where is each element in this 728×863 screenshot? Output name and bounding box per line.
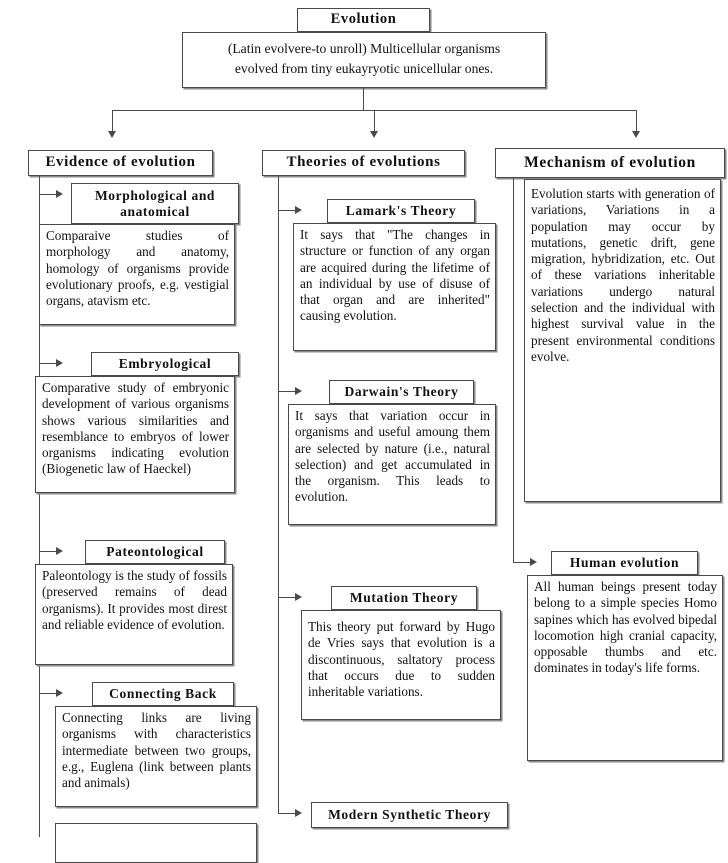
item-header-lamark xyxy=(327,199,475,223)
arrow-down-icon-theories xyxy=(370,131,378,138)
arrow-right-icon-evidence-1 xyxy=(56,190,63,198)
column-header-evidence xyxy=(28,150,213,176)
item-body-embryological xyxy=(35,376,235,493)
stub-theories-2 xyxy=(278,391,296,392)
stub-evidence-3 xyxy=(39,551,57,552)
item-body-evidence-next-partial xyxy=(55,823,257,863)
branch-line-mechanism xyxy=(636,110,637,132)
item-body-lamark-text: It says that "The changes in structure or function of any organ are acquired during the lifetime of an individual by use of disuse of that organ and are inherited" causing evolution. xyxy=(300,227,490,324)
item-header-modern-synthetic-label: Modern Synthetic Theory xyxy=(328,807,491,823)
branch-line-theories xyxy=(374,110,375,132)
item-header-embryological-label: Embryological xyxy=(118,356,212,372)
item-header-darwin xyxy=(329,380,474,404)
definition-line-2: evolved from tiny eukayryotic unicellular ones. xyxy=(234,60,494,76)
definition-line-1: (Latin evolvere-to unroll) Multicellular organisms xyxy=(227,41,501,56)
arrow-right-icon-mechanism-2 xyxy=(530,558,537,566)
arrow-right-icon-evidence-3 xyxy=(56,547,63,555)
stub-evidence-2 xyxy=(39,363,57,364)
column-header-mechanism-label: Mechanism of evolution xyxy=(524,153,696,171)
item-body-human-evolution-text: All human beings present today belong to a simple species Homo sapines which has evolved bipedal locomotion high cranial capacity, opposable thumbs and etc. dominates in today's life forms. xyxy=(534,579,717,676)
stub-theories-3 xyxy=(278,597,296,598)
item-header-lamark-label: Lamark's Theory xyxy=(345,203,457,219)
arrow-right-icon-theories-3 xyxy=(295,593,302,601)
trunk-vertical-line xyxy=(363,88,364,110)
title-box xyxy=(297,8,430,32)
arrow-down-icon-evidence xyxy=(108,131,116,138)
spine-theories xyxy=(278,176,279,813)
item-body-darwin xyxy=(288,404,496,525)
spine-mechanism xyxy=(513,178,514,562)
item-header-paleontological-label: Pateontological xyxy=(106,544,204,560)
item-header-human-evolution-label: Human evolution xyxy=(569,555,680,571)
stub-theories-1 xyxy=(278,210,296,211)
item-header-morphological xyxy=(71,183,239,224)
item-header-embryological xyxy=(91,352,239,376)
item-body-embryological-text: Comparative study of embryonic development of various organisms shows various similarities and resemblance to embryos of lower organisms indicating evolution (Biogenetic law of Haeckel) xyxy=(42,380,229,477)
column-header-theories xyxy=(262,150,465,176)
arrow-right-icon-theories-1 xyxy=(295,206,302,214)
column-header-mechanism xyxy=(495,148,725,178)
stub-evidence-4 xyxy=(39,693,57,694)
item-body-paleontological-text: Paleontology is the study of fossils (preserved remains of dead organisms). It provides most direst and reliable evidence of evolution. xyxy=(42,568,227,632)
definition-box xyxy=(182,32,546,88)
item-body-morphological-text: Comparaive studies of morphology and anatomy, homology of organisms provide evolutionary proofs, e.g. vestigial organs, atavism etc. xyxy=(46,228,229,309)
item-body-human-evolution xyxy=(527,575,723,761)
arrow-right-icon-evidence-2 xyxy=(56,359,63,367)
item-body-mechanism-text: Evolution starts with generation of variations, Variations in a population may occur by mutations, genetic drift, gene migration, hybridization, etc. Out of these variations inheritable variations undergo natural selection and the individual with highest survival value in the present environmental conditions evolve. xyxy=(531,186,715,364)
stub-evidence-1 xyxy=(39,194,57,195)
stub-mechanism-2 xyxy=(513,562,531,563)
stub-theories-4 xyxy=(278,813,296,814)
branch-line-evidence xyxy=(112,110,113,132)
item-header-mutation xyxy=(331,586,477,610)
column-header-theories-label: Theories of evolutions xyxy=(286,154,441,171)
item-header-connecting-back xyxy=(92,682,234,706)
arrow-right-icon-theories-4 xyxy=(295,809,302,817)
item-body-paleontological xyxy=(35,564,233,665)
item-body-mutation xyxy=(301,610,501,720)
item-body-lamark xyxy=(293,223,496,351)
item-body-morphological xyxy=(39,224,235,325)
column-header-evidence-label: Evidence of evolution xyxy=(45,154,196,171)
item-body-darwin-text: It says that variation occur in organisms and useful amoung them are selected by nature (i.e., natural selection) and get accumulated in the organism. This leads to evolution. xyxy=(295,408,490,505)
item-header-modern-synthetic xyxy=(311,802,508,828)
item-header-connecting-back-label: Connecting Back xyxy=(109,686,217,702)
arrow-right-icon-evidence-4 xyxy=(56,689,63,697)
item-body-mutation-text: This theory put forward by Hugo de Vries says that evolution is a discontinuous, saltatory process that occurs due to sudden inheritable variations. xyxy=(308,619,495,700)
title-label: Evolution xyxy=(330,11,397,28)
arrow-right-icon-theories-2 xyxy=(295,387,302,395)
item-body-connecting-back-text: Connecting links are living organisms with characteristics intermediate between two groups, e.g., Euglena (link between plants and animals) xyxy=(62,710,251,791)
item-header-darwin-label: Darwain's Theory xyxy=(344,384,459,400)
item-header-human-evolution xyxy=(551,551,698,575)
item-header-mutation-label: Mutation Theory xyxy=(349,590,459,606)
item-header-morphological-label: Morphological and anatomical xyxy=(94,187,216,219)
item-body-mechanism xyxy=(524,179,721,502)
arrow-down-icon-mechanism xyxy=(632,131,640,138)
item-body-connecting-back xyxy=(55,706,257,807)
item-header-paleontological xyxy=(85,540,225,564)
